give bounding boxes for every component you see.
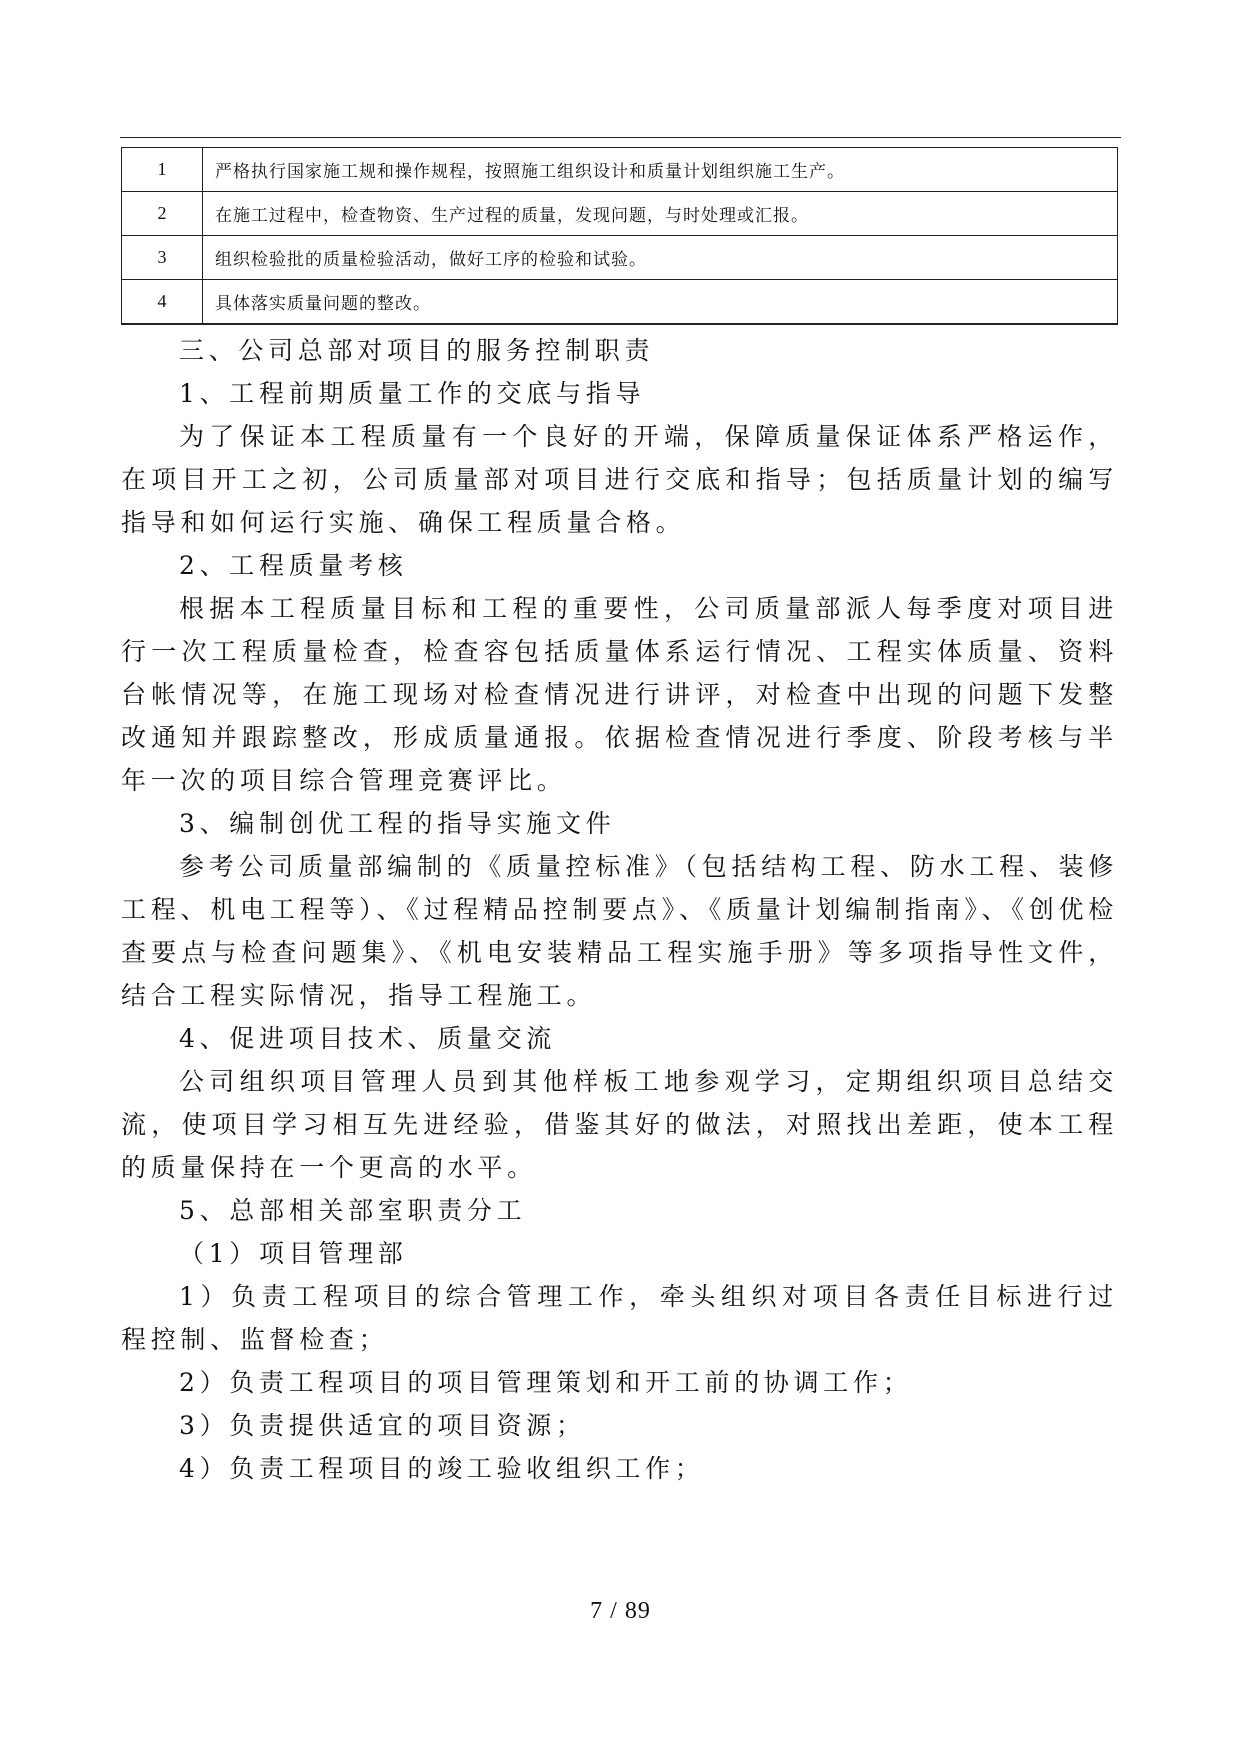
row-text: 具体落实质量问题的整改。 — [203, 280, 1118, 325]
subsection-heading: 3、编制创优工程的指导实施文件 — [179, 809, 616, 838]
table-row — [122, 280, 1118, 325]
row-number: 1 — [122, 148, 203, 192]
table-row — [122, 148, 1118, 192]
row-number: 2 — [122, 192, 203, 236]
table-row — [122, 192, 1118, 236]
paragraph: 为了保证本工程质量有一个良好的开端，保障质量保证体系严格运作，在项目开工之初，公司质量部对项目进行交底和指导；包括质量计划的编写指导和如何运行实施、确保工程质量合格。 — [121, 422, 1118, 537]
paragraph: 参考公司质量部编制的《质量控标准》（包括结构工程、防水工程、装修工程、机电工程等）、《过程精品控制要点》、《质量计划编制指南》、《创优检查要点与检查问题集》、《机电安装精品工程实施手册》等多项指导性文件，结合工程实际情况，指导工程施工。 — [121, 852, 1118, 1010]
row-number: 3 — [122, 236, 203, 280]
subsection-heading: 2、工程质量考核 — [179, 551, 408, 580]
list-item: 1）负责工程项目的综合管理工作，牵头组织对项目各责任目标进行过程控制、监督检查； — [121, 1282, 1118, 1354]
subsection-heading: 5、总部相关部室职责分工 — [179, 1196, 527, 1225]
section-heading: 三、公司总部对项目的服务控制职责 — [179, 336, 655, 365]
row-text: 在施工过程中，检查物资、生产过程的质量，发现问题，与时处理或汇报。 — [203, 192, 1118, 236]
department-heading: （1）项目管理部 — [179, 1239, 408, 1268]
subsection-heading: 4、促进项目技术、质量交流 — [179, 1024, 557, 1053]
subsection-heading: 1、工程前期质量工作的交底与指导 — [179, 379, 646, 408]
row-text: 严格执行国家施工规和操作规程，按照施工组织设计和质量计划组织施工生产。 — [203, 148, 1118, 192]
row-number: 4 — [122, 280, 203, 325]
body-text — [121, 329, 1118, 1490]
paragraph: 公司组织项目管理人员到其他样板工地参观学习，定期组织项目总结交流，使项目学习相互先进经验，借鉴其好的做法，对照找出差距，使本工程的质量保持在一个更高的水平。 — [121, 1067, 1118, 1182]
paragraph: 根据本工程质量目标和工程的重要性，公司质量部派人每季度对项目进行一次工程质量检查，检查容包括质量体系运行情况、工程实体质量、资料台帐情况等，在施工现场对检查情况进行讲评，对检查中出现的问题下发整改通知并跟踪整改，形成质量通报。依据检查情况进行季度、阶段考核与半年一次的项目综合管理竞赛评比。 — [121, 594, 1118, 795]
list-item: 2）负责工程项目的项目管理策划和开工前的协调工作； — [179, 1368, 913, 1397]
list-item: 3）负责提供适宜的项目资源； — [179, 1411, 586, 1440]
table-row — [122, 236, 1118, 280]
header-rule — [120, 137, 1121, 138]
page-number: 7 / 89 — [590, 1598, 651, 1624]
list-item: 4）负责工程项目的竣工验收组织工作； — [179, 1454, 705, 1483]
row-text: 组织检验批的质量检验活动，做好工序的检验和试验。 — [203, 236, 1118, 280]
responsibility-table — [121, 147, 1118, 325]
